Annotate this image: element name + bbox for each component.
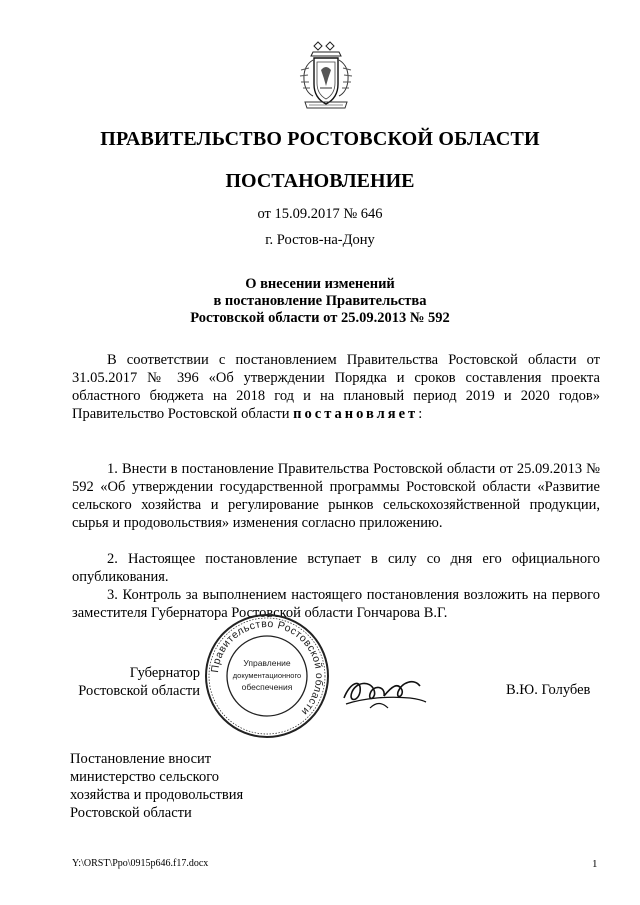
coat-of-arms-icon [295, 40, 357, 112]
date-number: от 15.09.2017 № 646 [257, 206, 383, 222]
submitted-by [70, 750, 243, 822]
signatory-title-line: Губернатор [129, 665, 200, 681]
clause-2: 2. Настоящее постановление вступает в силу со дня его официального опубликования. [72, 551, 600, 585]
clause-3: 3. Контроль за выполнением настоящего постановления возложить на первого заместителя Губернатора Ростовской области Гончарова В.Г. [72, 587, 600, 621]
submitted-by-line: министерство сельского [70, 769, 220, 785]
signer-name: В.Ю. Голубев [506, 682, 591, 698]
document-subject [0, 276, 640, 327]
subject-line: Ростовской области от 25.09.2013 № 592 [190, 310, 450, 326]
preamble-text: В соответствии с постановлением Правительства Ростовской области от 31.05.2017 № 396 «Об утверждении Порядка и сроков составления проекта областного бюджета на 2018 год и на плановый период 2019 и 2020 годов» Правительство Ростовской области [72, 352, 600, 422]
stamp-outer-text: Правительство Ростовской области [209, 617, 326, 718]
subject-line: в постановление Правительства [213, 293, 427, 309]
stamp-inner-line: документационного [232, 671, 302, 680]
submitted-by-line: Ростовской области [70, 805, 192, 821]
signatory-title-line: Ростовской области [78, 683, 200, 699]
stamp-inner-line: Управление [243, 658, 291, 668]
page-number: 1 [592, 858, 598, 870]
handwritten-signature-icon [340, 668, 430, 712]
document-type: ПОСТАНОВЛЕНИЕ [225, 170, 415, 192]
preamble-end: : [418, 406, 423, 422]
decree-word: постановляет [293, 406, 419, 422]
subject-line: О внесении изменений [245, 276, 395, 292]
submitted-by-line: Постановление вносит [70, 751, 212, 767]
submitted-by-line: хозяйства и продовольствия [70, 787, 244, 803]
city: г. Ростов-на-Дону [265, 232, 375, 248]
government-name: ПРАВИТЕЛЬСТВО РОСТОВСКОЙ ОБЛАСТИ [100, 128, 540, 150]
clause-1: 1. Внести в постановление Правительства Ростовской области от 25.09.2013 № 592 «Об утверждении государственной программы Ростовской области «Развитие сельского хозяйства и регулирование рынков сельскохозяйственной продукции, сырья и продовольствия» изменения согласно приложению. [72, 461, 600, 531]
preamble-paragraph [72, 351, 600, 423]
official-stamp [203, 612, 331, 740]
file-path: Y:\ORST\Ppo\0915p646.f17.docx [72, 858, 209, 869]
signatory-title [70, 664, 200, 700]
stamp-inner-line: обеспечения [241, 682, 293, 692]
